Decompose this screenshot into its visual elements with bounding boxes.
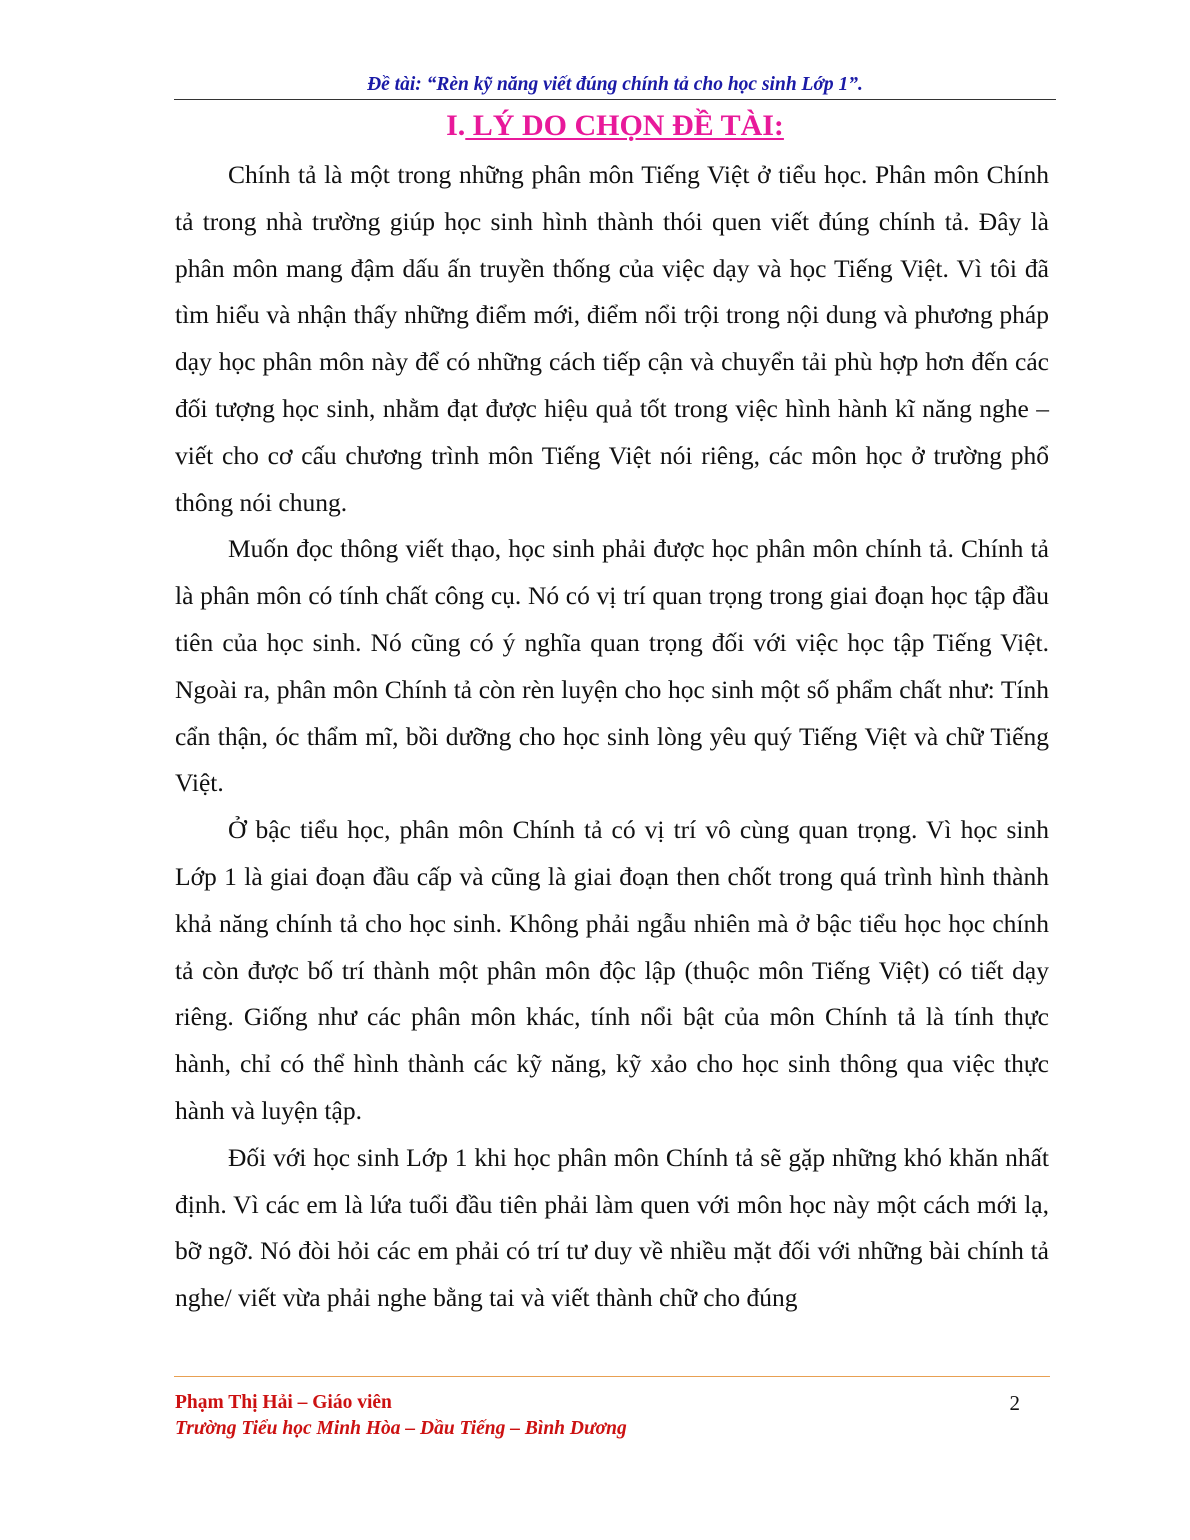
footer-author: Phạm Thị Hải – Giáo viên (175, 1392, 392, 1413)
section-heading (174, 104, 1056, 148)
footer-school: Trường Tiểu học Minh Hòa – Dầu Tiếng – Bình Dương (175, 1418, 627, 1439)
document-header-title: Đề tài: “Rèn kỹ năng viết đúng chính tả cho học sinh Lớp 1”. (367, 74, 863, 95)
page-number: 2 (1009, 1391, 1020, 1415)
footer-divider (174, 1376, 1050, 1377)
paragraph: Muốn đọc thông viết thạo, học sinh phải được học phân môn chính tả. Chính tả là phân môn có tính chất công cụ. Nó có vị trí quan trọng trong giai đoạn học tập đầu tiên của học sinh. Nó cũng có ý nghĩa quan trọng đối với việc học tập Tiếng Việt. Ngoài ra, phân môn Chính tả còn rèn luyện cho học sinh một số phẩm chất như: Tính cẩn thận, óc thẩm mĩ, bồi dưỡng cho học sinh lòng yêu quý Tiếng Việt và chữ Tiếng Việt. (175, 534, 1049, 798)
section-number: I. (446, 109, 466, 142)
body-text (175, 152, 1049, 1322)
paragraph: Đối với học sinh Lớp 1 khi học phân môn Chính tả sẽ gặp những khó khăn nhất định. Vì các em là lứa tuổi đầu tiên phải làm quen với môn học này một cách mới lạ, bỡ ngỡ. Nó đòi hỏi các em phải có trí tư duy về nhiều mặt đối với những bài chính tả nghe/ viết vừa phải nghe bằng tai và viết thành chữ cho đúng (175, 1142, 1049, 1313)
paragraph: Chính tả là một trong những phân môn Tiếng Việt ở tiểu học. Phân môn Chính tả trong nhà trường giúp học sinh hình thành thói quen viết đúng chính tả. Đây là phân môn mang đậm dấu ấn truyền thống của việc dạy và học Tiếng Việt. Vì tôi đã tìm hiểu và nhận thấy những điểm mới, điểm nổi trội trong nội dung và phương pháp dạy học phân môn này để có những cách tiếp cận và chuyển tải phù hợp hơn đến các đối tượng học sinh, nhằm đạt được hiệu quả tốt trong việc hình hành kĩ năng nghe – viết cho cơ cấu chương trình môn Tiếng Việt nói riêng, các môn học ở trường phổ thông nói chung. (175, 160, 1049, 517)
header-divider (174, 99, 1056, 100)
section-heading-text: LÝ DO CHỌN ĐỀ TÀI: (465, 109, 784, 142)
paragraph: Ở bậc tiểu học, phân môn Chính tả có vị trí vô cùng quan trọng. Vì học sinh Lớp 1 là giai đoạn đầu cấp và cũng là giai đoạn then chốt trong quá trình hình thành khả năng chính tả cho học sinh. Không phải ngẫu nhiên mà ở bậc tiểu học học chính tả còn được bố trí thành một phân môn độc lập (thuộc môn Tiếng Việt) có tiết dạy riêng. Giống như các phân môn khác, tính nổi bật của môn Chính tả là tính thực hành, chỉ có thể hình thành các kỹ năng, kỹ xảo cho học sinh thông qua việc thực hành và luyện tập. (175, 815, 1049, 1125)
